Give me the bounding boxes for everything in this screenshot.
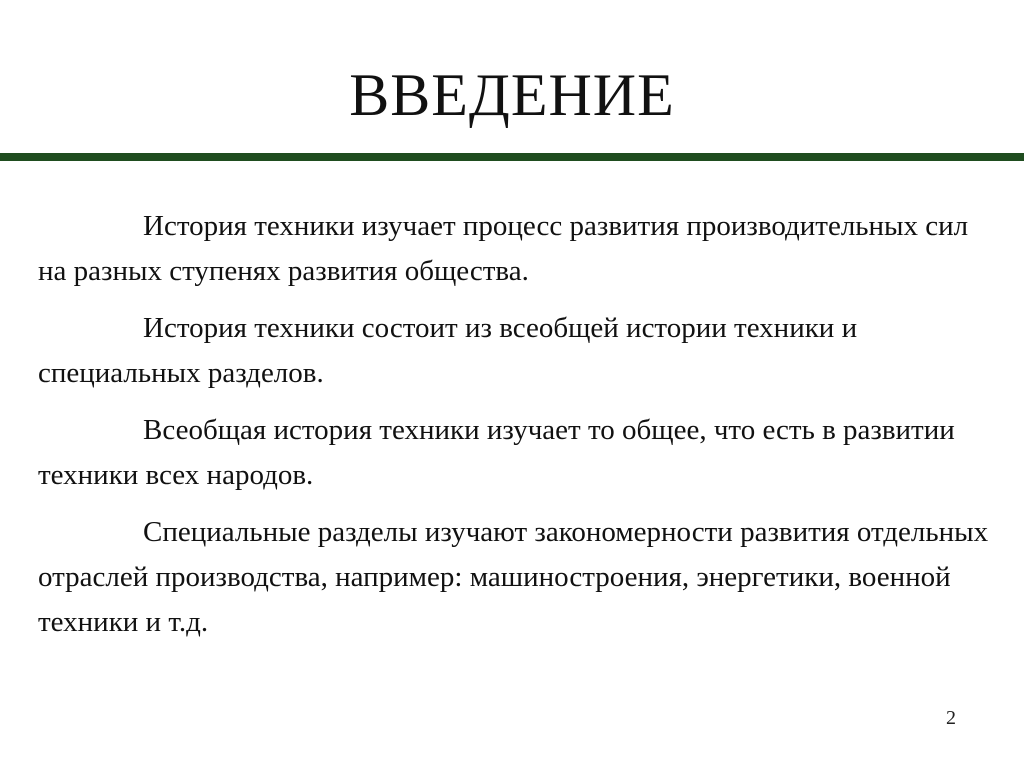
body-paragraph: Всеобщая история техники изучает то общее, что есть в развитии техники всех народов.: [38, 414, 955, 491]
title-divider: [0, 153, 1024, 161]
body-paragraph: История техники состоит из всеобщей истории техники и специальных разделов.: [38, 312, 858, 389]
slide-body: [38, 204, 993, 657]
slide-page-number: 2: [946, 707, 956, 729]
body-paragraph: Специальные разделы изучают закономерности развития отдельных отраслей производства, например: машиностроения, энергетики, военной техники и т.д.: [38, 516, 989, 638]
slide-title: ВВЕДЕНИЕ: [349, 62, 675, 128]
body-paragraph: История техники изучает процесс развития производительных сил на разных ступенях развития общества.: [38, 210, 969, 287]
